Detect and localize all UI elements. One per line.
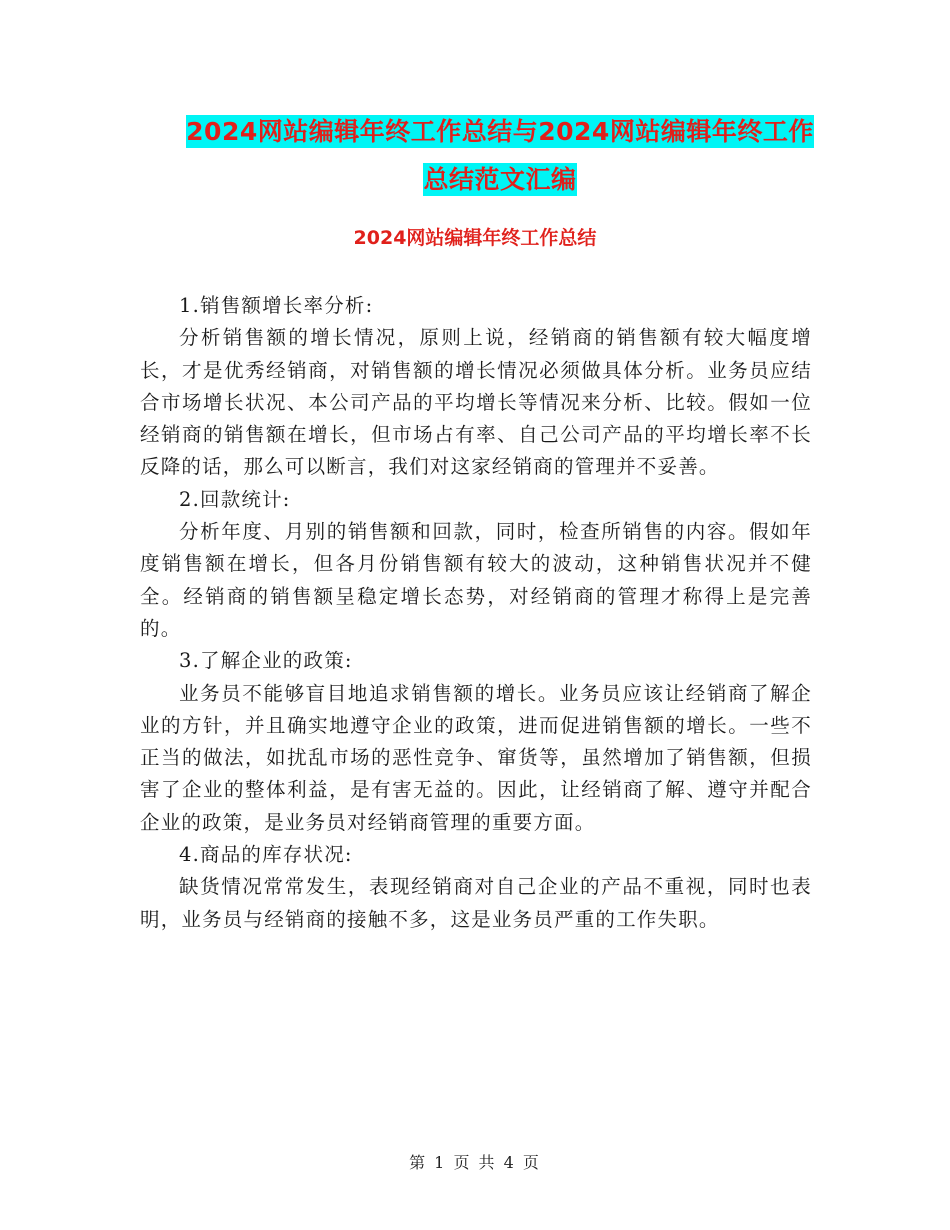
section-title: 2024网站编辑年终工作总结 <box>353 227 597 249</box>
paragraph-heading-3: 3.了解企业的政策: <box>179 649 353 673</box>
paragraph: 分析年度、月别的销售额和回款，同时，检查所销售的内容。假如年度销售额在增长，但各月份销售额有较大的波动，这种销售状况并不健全。经销商的销售额呈稳定增长态势，对经销商的管理才称得上是完善的。 <box>140 520 812 640</box>
paragraph: 缺货情况常常发生，表现经销商对自己企业的产品不重视，同时也表明，业务员与经销商的接触不多，这是业务员严重的工作失职。 <box>140 875 812 931</box>
paragraph-heading-4: 4.商品的库存状况: <box>179 843 353 867</box>
paragraph: 分析销售额的增长情况，原则上说，经销商的销售额有较大幅度增长，才是优秀经销商，对销售额的增长情况必须做具体分析。业务员应结合市场增长状况、本公司产品的平均增长等情况来分析、比较。假如一位经销商的销售额在增长，但市场占有率、自己公司产品的平均增长率不长反降的话，那么可以断言，我们对这家经销商的管理并不妥善。 <box>140 326 812 479</box>
document-title-line-2: 总结范文汇编 <box>423 165 577 194</box>
paragraph-heading-1: 1.销售额增长率分析: <box>179 294 374 317</box>
paragraph: 业务员不能够盲目地追求销售额的增长。业务员应该让经销商了解企业的方针，并且确实地遵守企业的政策，进而促进销售额的增长。一些不正当的做法，如扰乱市场的恶性竞争、窜货等，虽然增加了销售额，但损害了企业的整体利益，是有害无益的。因此，让经销商了解、遵守并配合企业的政策，是业务员对经销商管理的重要方面。 <box>140 681 812 834</box>
document-title <box>140 108 860 204</box>
paragraph-heading-2: 2.回款统计: <box>179 487 291 511</box>
document-title-line-1: 2024网站编辑年终工作总结与2024网站编辑年终工作 <box>186 117 814 146</box>
document-body <box>140 290 812 936</box>
page-footer: 第 1 页 共 4 页 <box>409 1153 541 1172</box>
